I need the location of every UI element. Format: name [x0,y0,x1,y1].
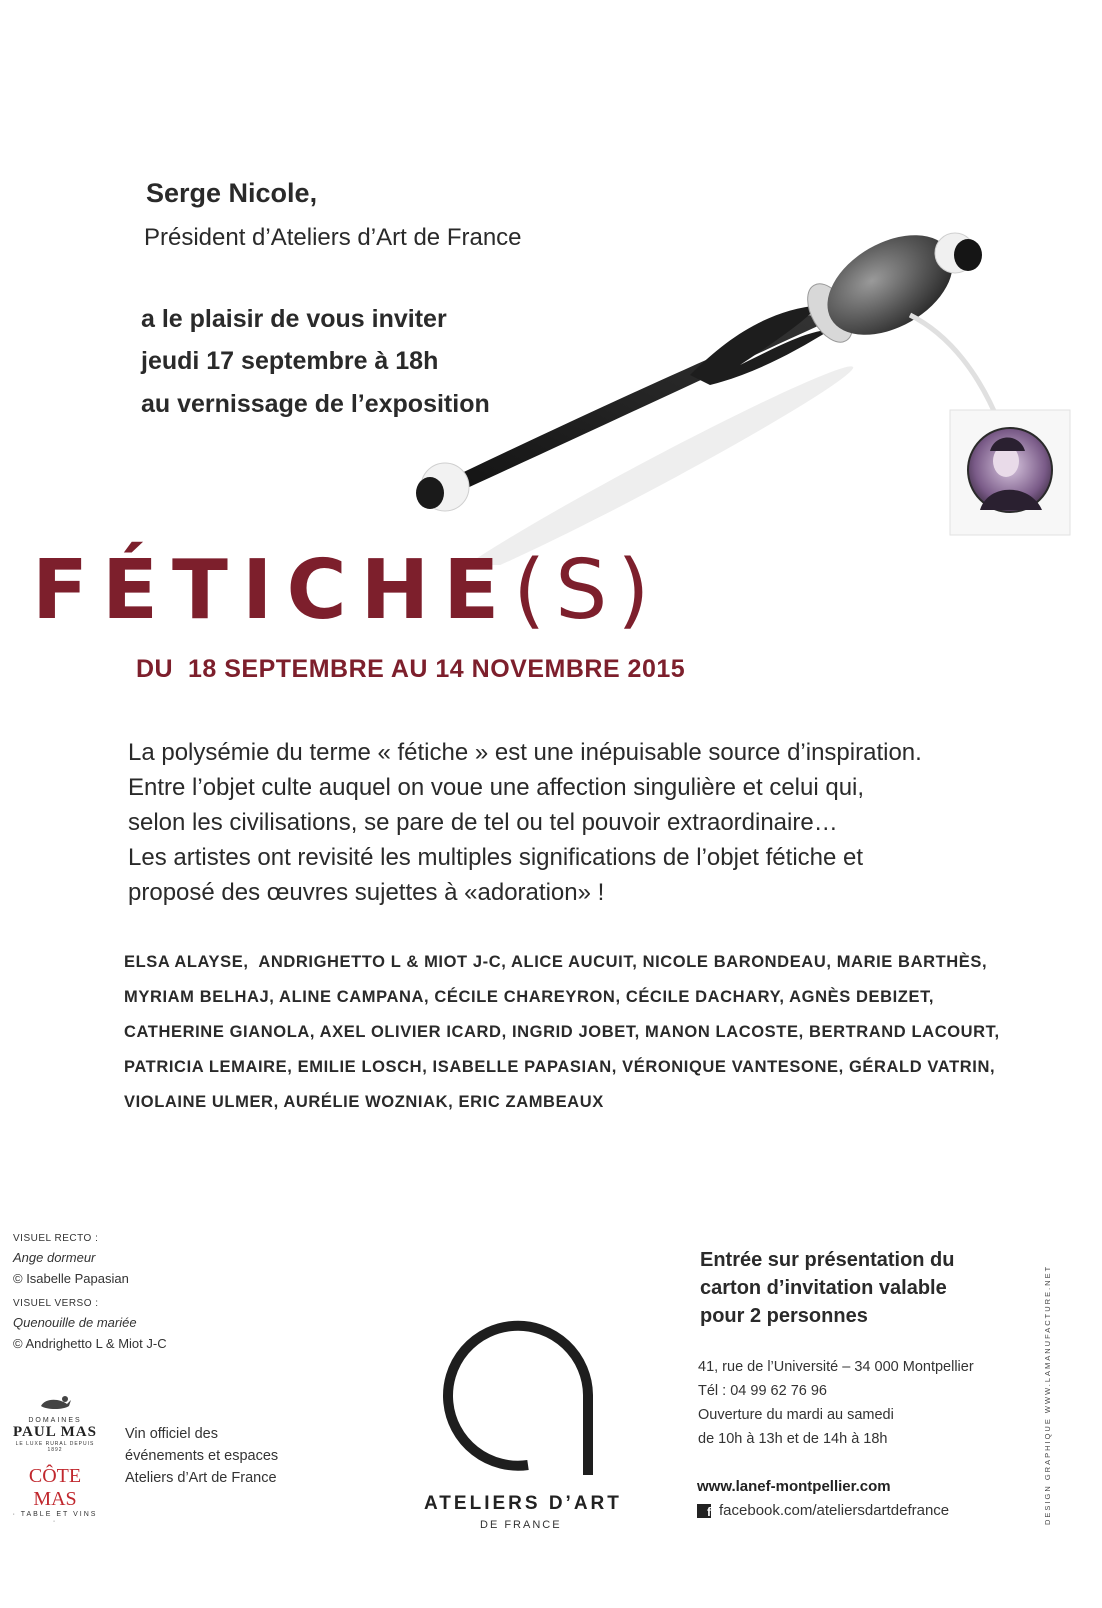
recto-copyright: © Isabelle Papasian [13,1271,129,1286]
host-title: Président d’Ateliers d’Art de France [144,224,522,251]
paul-mas-top: DOMAINES [28,1417,82,1424]
description-line: proposé des œuvres sujettes à «adoration» ! [128,879,605,906]
phone-line: Tél : 04 99 62 76 96 [698,1383,827,1399]
venue-address [698,1355,1028,1451]
exhibition-dates: DU 18 SEPTEMBRE AU 14 NOVEMBRE 2015 [136,655,686,683]
hours-line: de 10h à 13h et de 14h à 18h [698,1431,888,1447]
facebook-url[interactable]: facebook.com/ateliersdartdefrance [719,1502,950,1519]
invite-line: jeudi 17 septembre à 18h [141,347,439,375]
exhibition-title [32,543,660,638]
exhibition-title-main: FÉTICHE [32,543,514,638]
ateliers-dart-name: ATELIERS D’ART [424,1493,622,1514]
description-line: La polysémie du terme « fétiche » est une inépuisable source d’inspiration. [128,739,922,766]
duck-icon [35,1390,75,1412]
sponsor-text: Vin officiel des événements et espaces Ateliers d’Art de France [125,1426,279,1486]
artists-line: CATHERINE GIANOLA, AXEL OLIVIER ICARD, INGRID JOBET, MANON LACOSTE, BERTRAND LACOURT, [124,1023,1000,1041]
facebook-icon: f [697,1504,711,1518]
verso-work: Quenouille de mariée [13,1315,137,1330]
address-line: 41, rue de l’Université – 34 000 Montpellier [698,1359,974,1375]
entry-conditions: Entrée sur présentation du carton d’invitation valable pour 2 personnes [700,1249,955,1327]
paul-mas-logo [10,1390,100,1453]
verso-label: VISUEL VERSO : [13,1298,99,1309]
verso-copyright: © Andrighetto L & Miot J-C [13,1336,167,1351]
hours-line: Ouverture du mardi au samedi [698,1407,894,1423]
artists-line: VIOLAINE ULMER, AURÉLIE WOZNIAK, ERIC ZAMBEAUX [124,1093,604,1111]
cote-mas-tagline: · TABLE ET VINS · [12,1511,98,1525]
cote-mas-logo [10,1465,100,1525]
paul-mas-name: PAUL MAS [13,1424,97,1440]
design-credit: DESIGN GRAPHIQUE WWW.LAMANUFACTURE.NET [1043,1264,1052,1525]
artists-line: ELSA ALAYSE, ANDRIGHETTO L & MIOT J-C, ALICE AUCUIT, NICOLE BARONDEAU, MARIE BARTHÈS, [124,953,988,971]
artists-line: MYRIAM BELHAJ, ALINE CAMPANA, CÉCILE CHAREYRON, CÉCILE DACHARY, AGNÈS DEBIZET, [124,988,935,1006]
description-line: Les artistes ont revisité les multiples significations de l’objet fétiche et [128,844,864,871]
description-line: Entre l’objet culte auquel on voue une affection singulière et celui qui, [128,774,865,801]
paul-mas-tagline: LE LUXE RURAL DEPUIS 1892 [15,1441,95,1453]
exhibition-description [128,735,968,910]
website-link[interactable]: www.lanef-montpellier.com [697,1478,891,1495]
cote-mas-name: CÔTE MAS [28,1465,82,1510]
invite-line: a le plaisir de vous inviter [141,305,447,333]
exhibition-title-suffix: (S) [513,543,660,638]
facebook-link[interactable] [697,1502,949,1519]
artists-line: PATRICIA LEMAIRE, EMILIE LOSCH, ISABELLE PAPASIAN, VÉRONIQUE VANTESONE, GÉRALD VATRIN, [124,1058,996,1076]
host-name: Serge Nicole, [146,178,318,208]
ateliers-dart-sub: DE FRANCE [480,1519,562,1531]
description-line: selon les civilisations, se pare de tel ou tel pouvoir extraordinaire… [128,809,838,836]
artists-list [124,945,1000,1120]
recto-label: VISUEL RECTO : [13,1233,99,1244]
visual-credits [13,1233,253,1363]
ateliers-dart-logo-icon [438,1315,608,1485]
artwork-quenouille-image [390,225,1090,565]
invite-line: au vernissage de l’exposition [141,390,490,418]
recto-work: Ange dormeur [13,1250,96,1265]
